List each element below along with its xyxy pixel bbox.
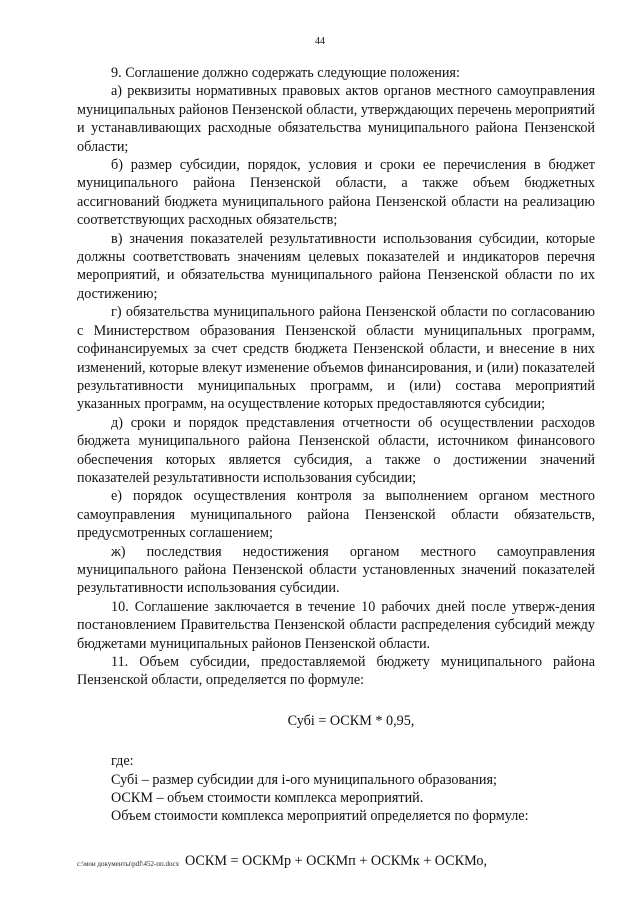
paragraph-a: а) реквизиты нормативных правовых актов органов местного самоуправления муниципальных районов Пензенской области, утверждающих перечень мероприятий и устанавливающих расходные обязательства муниципального района Пензенской области; <box>77 83 595 155</box>
paragraph-d: д) сроки и порядок представления отчетности об осуществлении расходов бюджета муниципального района Пензенской области, источником финансового обеспечения которых является субсидия, а также о достижении значений показателей результативности использования субсидии; <box>77 414 595 486</box>
paragraph-v: в) значения показателей результативности использования субсидии, которые должны соответствовать значениям целевых показателей и индикаторов перечня мероприятий, и обязательства муниципального района Пензенской области по их достижению; <box>77 230 595 302</box>
paragraph-9: 9. Соглашение должно содержать следующие положения: <box>111 65 460 81</box>
paragraph-10: 10. Соглашение заключается в течение 10 рабочих дней после утверж-дения постановлением Правительства Пензенской области распределения субсидий между бюджетами муниципальных районов Пензенской области. <box>77 598 595 652</box>
formula-subsidy: Субi = ОСКМ * 0,95, <box>287 712 415 729</box>
definition-sub: Субi – размер субсидии для i-ого муниципального образования; <box>111 771 497 788</box>
paragraph-zh: ж) последствия недостижения органом местного самоуправления муниципального района Пензенской области установленных значений показателей результативности использования субсидии. <box>77 543 595 597</box>
paragraph-11: 11. Объем субсидии, предоставляемой бюджету муниципального района Пензенской области, определяется по формуле: <box>77 654 595 689</box>
definition-oskm: ОСКМ – объем стоимости комплекса мероприятий. <box>111 790 424 807</box>
footer-file-path: c:\мои документы\pdf\452-пп.docx <box>77 860 180 868</box>
page-number: 44 <box>315 36 325 47</box>
paragraph-b: б) размер субсидии, порядок, условия и сроки ее перечисления в бюджет муниципального района Пензенской области, а также объем бюджетных ассигнований бюджета муниципального района Пензенской области на реализацию соответствующих расходных обязательств; <box>77 157 595 229</box>
paragraph-g: г) обязательства муниципального района Пензенской области по согласованию с Министерством образования Пензенской области муниципальных программ, софинансируемых за счет средств бюджета Пензенской области, и внесение в них изменений, которые влекут изменение объемов финансирования, и (или) показателей результативности муниципальных программ, и (или) состава мероприятий указанных программ, на осуществление которых предоставляются субсидии; <box>77 304 595 413</box>
where-label: где: <box>111 753 134 770</box>
document-body <box>77 64 595 870</box>
formula-oskm: ОСКМ = ОСКМр + ОСКМп + ОСКМк + ОСКМо, <box>184 852 488 869</box>
paragraph-cost: Объем стоимости комплекса мероприятий определяется по формуле: <box>111 808 529 825</box>
paragraph-e: е) порядок осуществления контроля за выполнением органом местного самоуправления муниципального района Пензенской области обязательств, предусмотренных соглашением; <box>77 488 595 542</box>
